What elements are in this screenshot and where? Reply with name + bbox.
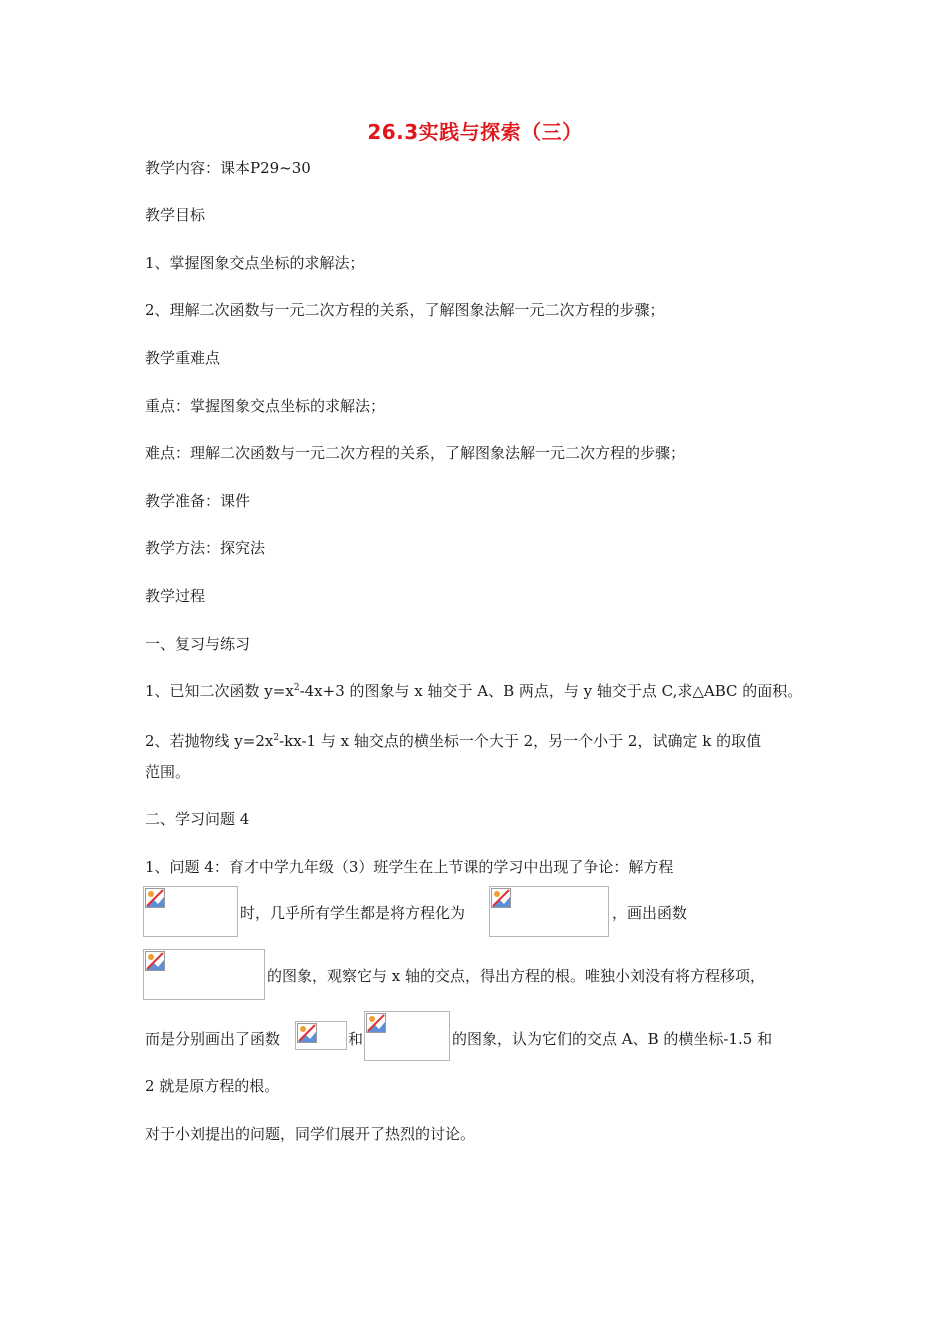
page-title: 26.3实践与探索（三）: [367, 120, 583, 144]
exercise-2: [145, 731, 761, 751]
exercise-2-post: -kx-1 与 x 轴交点的横坐标一个大于 2，另一个小于 2，试确定 k 的取值: [279, 732, 762, 750]
problem-4-fragment-1: 时，几乎所有学生都是将方程化为: [240, 904, 466, 922]
exercise-1: [145, 681, 802, 701]
section-problem-4: 二、学习问题 4: [145, 810, 250, 828]
function-image-3: [364, 1011, 450, 1061]
function-image-2: [295, 1021, 347, 1050]
exercise-2-exponent: 2: [273, 733, 280, 743]
teaching-method: 教学方法：探究法: [145, 539, 266, 557]
closing-text: 对于小刘提出的问题，同学们展开了热烈的讨论。: [145, 1125, 476, 1143]
problem-4-fragment-3: 的图象，观察它与 x 轴的交点，得出方程的根。唯独小刘没有将方程移项，: [267, 967, 765, 985]
goal-2: 2、理解二次函数与一元二次方程的关系，了解图象法解一元二次方程的步骤；: [145, 301, 665, 319]
exercise-2-pre: 2、若抛物线 y=2x: [145, 732, 274, 750]
function-image-1: [143, 949, 265, 1000]
problem-4-conclusion: 2 就是原方程的根。: [145, 1077, 280, 1095]
broken-image-icon: [297, 1023, 317, 1043]
exercise-1-exponent: 2: [293, 683, 300, 693]
equation-image-2: [489, 886, 609, 937]
goal-1: 1、掌握图象交点坐标的求解法；: [145, 254, 365, 272]
exercise-1-pre: 1、已知二次函数 y=x: [145, 682, 294, 700]
key-points-heading: 教学重难点: [145, 349, 221, 367]
teaching-prep: 教学准备：课件: [145, 492, 251, 510]
broken-image-icon: [491, 888, 511, 908]
problem-4-fragment-2: ，画出函数: [612, 904, 688, 922]
teaching-goals-heading: 教学目标: [145, 206, 206, 224]
exercise-1-post: -4x+3 的图象与 x 轴交于 A、B 两点，与 y 轴交于点 C,求△ABC 的面积。: [299, 682, 803, 700]
broken-image-icon: [145, 888, 165, 908]
teaching-process: 教学过程: [145, 587, 206, 605]
problem-4-intro: 1、问题 4：育才中学九年级（3）班学生在上节课的学习中出现了争论：解方程: [145, 858, 674, 876]
equation-image-1: [143, 886, 238, 937]
problem-4-fragment-6: 的图象，认为它们的交点 A、B 的横坐标-1.5 和: [452, 1030, 773, 1048]
difficult-point: 难点：理解二次函数与一元二次方程的关系，了解图象法解一元二次方程的步骤；: [145, 444, 686, 462]
exercise-2-continued: 范围。: [145, 763, 191, 781]
section-review: 一、复习与练习: [145, 635, 251, 653]
problem-4-fragment-5: 和: [348, 1030, 364, 1048]
broken-image-icon: [145, 951, 165, 971]
key-point: 重点：掌握图象交点坐标的求解法；: [145, 397, 386, 415]
problem-4-fragment-4: 而是分别画出了函数: [145, 1030, 281, 1048]
broken-image-icon: [366, 1013, 386, 1033]
teaching-content: 教学内容：课本P29~30: [145, 159, 311, 177]
